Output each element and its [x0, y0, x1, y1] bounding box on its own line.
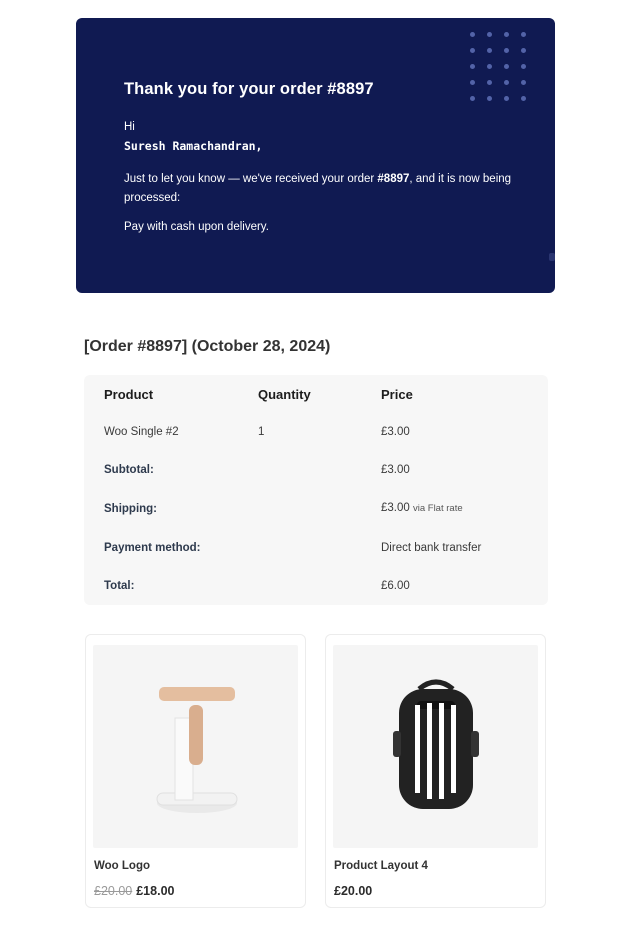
stool-icon [93, 645, 298, 848]
product-price [94, 884, 174, 898]
product-card[interactable] [85, 634, 306, 908]
greeting: Hi [124, 121, 135, 133]
total-value: £6.00 [381, 580, 410, 592]
regular-price: £20.00 [334, 884, 373, 898]
customer-name: Suresh Ramachandran, [124, 139, 263, 153]
order-title: [Order #8897] (October 28, 2024) [84, 338, 331, 355]
message-before: Just to let you know — we've received your order [124, 173, 378, 185]
payment-note: Pay with cash upon delivery. [124, 221, 269, 233]
payment-method-label: Payment method: [104, 542, 201, 554]
column-header-price: Price [381, 387, 413, 402]
subtotal-label: Subtotal: [104, 464, 154, 476]
payment-method-value: Direct bank transfer [381, 542, 482, 554]
shipping-value-wrap [381, 502, 463, 514]
total-label: Total: [104, 580, 135, 592]
subtotal-value: £3.00 [381, 464, 410, 476]
backpack-image[interactable] [333, 645, 538, 848]
decorative-dots [470, 32, 540, 104]
shipping-value: £3.00 [381, 502, 410, 514]
confirmation-title: Thank you for your order #8897 [124, 80, 374, 98]
sale-price: £18.00 [136, 884, 175, 898]
scroll-edge [549, 253, 555, 261]
shipping-method: via Flat rate [412, 503, 463, 514]
item-price: £3.00 [381, 426, 410, 438]
product-card[interactable] [325, 634, 546, 908]
message-order-number: #8897 [377, 173, 410, 185]
message-after: , and it is now being processed: [124, 173, 512, 204]
backpack-icon [333, 645, 538, 848]
product-price [334, 884, 372, 898]
product-name[interactable]: Woo Logo [94, 860, 150, 872]
item-quantity: 1 [258, 426, 265, 438]
old-price: £20.00 [94, 884, 133, 898]
product-name[interactable]: Product Layout 4 [334, 860, 428, 872]
column-header-product: Product [104, 387, 154, 402]
stool-image[interactable] [93, 645, 298, 848]
order-confirmation-banner [76, 18, 555, 293]
order-summary-table [84, 375, 548, 605]
item-name: Woo Single #2 [104, 426, 179, 438]
confirmation-message [124, 170, 524, 208]
column-header-quantity: Quantity [258, 387, 311, 402]
shipping-label: Shipping: [104, 503, 158, 515]
